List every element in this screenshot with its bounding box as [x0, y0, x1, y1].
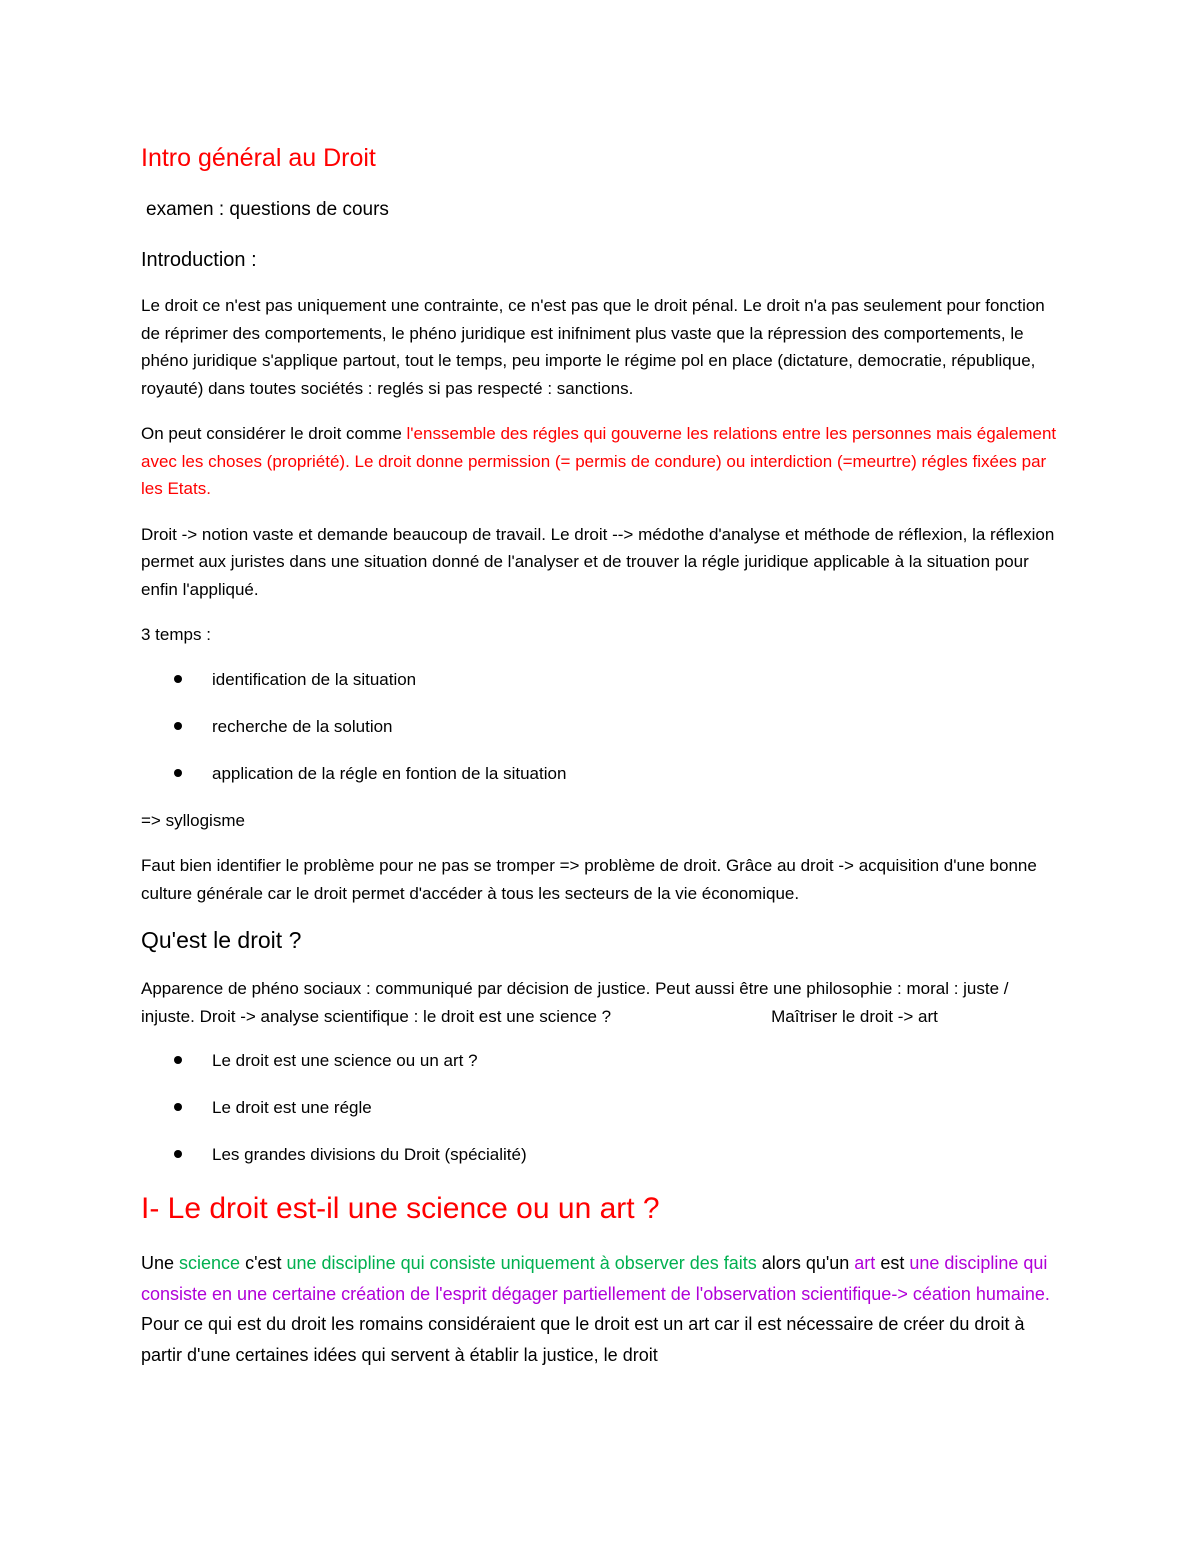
p8-text: Une: [141, 1253, 180, 1273]
introduction-heading: Introduction :: [141, 249, 257, 271]
p8-text: est: [875, 1253, 910, 1273]
list-item-text: identification de la situation: [212, 669, 417, 689]
list-item: [141, 760, 1061, 788]
list-item-text: recherche de la solution: [212, 716, 393, 736]
document-title: Intro général au Droit: [141, 144, 376, 172]
list-item: [141, 1047, 1061, 1075]
p8-text: alors qu'un: [756, 1253, 855, 1273]
paragraph-6: Faut bien identifier le problème pour ne pas se tromper => problème de droit. Grâce au droit -> acquisition d'une bonne culture générale car le droit permet d'accéder à tous les secteurs de la vie économique.: [141, 856, 1037, 903]
section-heading-science-or-art: I- Le droit est-il une science ou un art ?: [141, 1192, 660, 1225]
paragraph-5: => syllogisme: [141, 810, 245, 830]
list-item: [141, 666, 1061, 694]
paragraph-2: [141, 420, 1061, 503]
p8-text: Pour ce qui est du droit les romains considéraient que le droit est un art car il est nécessaire de créer du droit à partir d'une certaines idées qui servent à établir la justice, le droit: [141, 1314, 1025, 1365]
list-item: [141, 1094, 1061, 1122]
paragraph-3: Droit -> notion vaste et demande beaucoup de travail. Le droit --> médothe d'analyse et méthode de réflexion, la réflexion permet aux juristes dans une situation donné de l'analyser et de trouver la régle juridique applicable à la situation pour enfin l'appliqué.: [141, 524, 1055, 599]
paragraph-2-text: On peut considérer le droit comme: [141, 424, 407, 443]
p8-text: c'est: [240, 1253, 287, 1273]
list-item: [141, 713, 1061, 741]
list-item: [141, 1141, 1061, 1169]
paragraph-8: [141, 1248, 1061, 1370]
bullet-icon: [174, 1103, 182, 1111]
exam-subtitle: examen : questions de cours: [146, 199, 389, 220]
bullet-icon: [174, 769, 182, 777]
p8-art-term: art: [854, 1253, 876, 1273]
list-item-text: Le droit est une régle: [212, 1098, 372, 1117]
bullet-icon: [174, 1056, 182, 1064]
bullet-icon: [174, 675, 182, 683]
p8-science-term: science: [179, 1253, 241, 1273]
section-heading-quest-le-droit: Qu'est le droit ?: [141, 927, 302, 953]
steps-list: [141, 666, 1061, 788]
topics-list: [141, 1047, 1061, 1169]
paragraph-7-right: Maîtriser le droit -> art: [771, 1006, 938, 1026]
paragraph-1: Le droit ce n'est pas uniquement une contrainte, ce n'est pas que le droit pénal. Le droit n'a pas seulement pour fonction de réprimer des comportements, le phéno juridique est inifniment plus vaste que la répression des comportements, le phéno juridique s'applique partout, tout le temps, peu importe le régime pol en place (dictature, democratie, république, royauté) dans toutes sociétés : reglés si pas respecté : sanctions.: [141, 296, 1045, 398]
paragraph-2-highlight: l'enssemble des régles qui gouverne les relations entre les personnes mais également avec les choses (propriété). Le droit donne permission (= permis de condure) ou interdiction (=meurtre) régles fixées par les Etats.: [141, 424, 1057, 498]
list-item-text: Les grandes divisions du Droit (spécialité): [212, 1145, 527, 1164]
list-item-text: application de la régle en fontion de la situation: [212, 763, 567, 783]
paragraph-4: 3 temps :: [141, 625, 211, 644]
document-content: [141, 140, 1061, 1370]
bullet-icon: [174, 1150, 182, 1158]
paragraph-7: [141, 975, 1061, 1030]
p8-science-definition: une discipline qui consiste uniquement à observer des faits: [286, 1253, 757, 1273]
list-item-text: Le droit est une science ou un art ?: [212, 1051, 478, 1070]
paragraph-7-text: Apparence de phéno sociaux : communiqué par décision de justice. Peut aussi être une philosophie : moral : juste / injuste. Droit -> analyse scientifique : le droit est une science ?: [141, 979, 1009, 1026]
p8-art-definition: une discipline qui consiste en une certaine création de l'esprit dégager partiellement de l'observation scientifique-> céation humaine.: [141, 1253, 1050, 1304]
bullet-icon: [174, 722, 182, 730]
